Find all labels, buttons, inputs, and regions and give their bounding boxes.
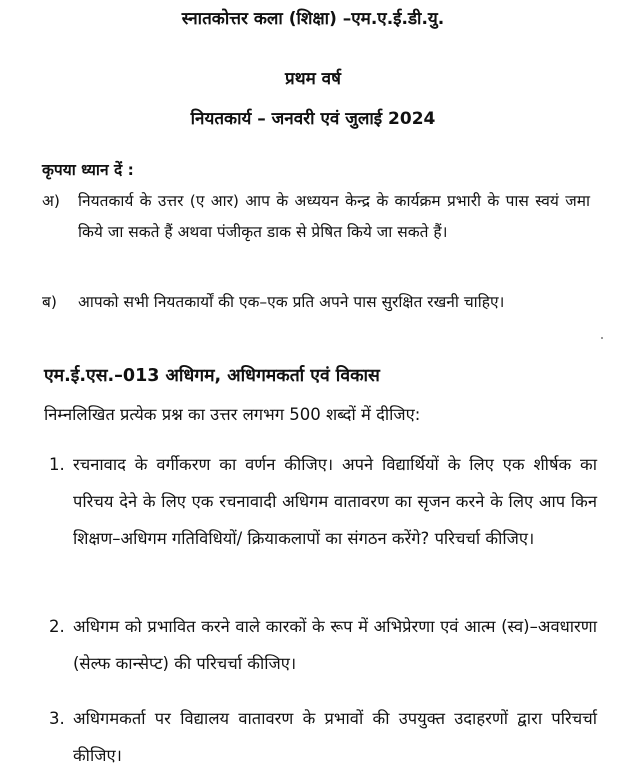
question-item [49, 700, 597, 774]
note-label: ब) [42, 293, 57, 311]
question-text: अधिगम को प्रभावित करने वाले कारकों के रूप में अभिप्रेरणा एवं आत्म (स्व)–अवधारणा (सेल्फ कान्सेप्ट) की परिचर्चा कीजिए। [73, 617, 597, 673]
note-text: आपको सभी नियतकार्यों की एक–एक प्रति अपने पास सुरक्षित रखनी चाहिए। [78, 293, 505, 311]
question-number: 2. [49, 617, 65, 636]
question-text: अधिगमकर्ता पर विद्यालय वातावरण के प्रभावों की उपयुक्त उदाहरणों द्वारा परिचर्चा कीजिए। [73, 709, 597, 765]
stray-dot [601, 337, 603, 339]
program-heading: स्नातकोत्तर कला (शिक्षा) –एम.ए.ई.डी.यु. [181, 9, 445, 29]
course-instruction: निम्नलिखित प्रत्येक प्रश्न का उत्तर लगभग 500 शब्दों में दीजिए: [44, 405, 421, 424]
note-text: नियतकार्य के उत्तर (ए आर) आप के अध्ययन केन्द्र के कार्यक्रम प्रभारी के पास स्वयं जमा किये जा सकते हैं अथवा पंजीकृत डाक से प्रेषित किये जा सकते हैं। [78, 192, 590, 241]
notes-title: कृपया ध्यान दें : [42, 161, 134, 179]
question-text: रचनावाद के वर्गीकरण का वर्णन कीजिए। अपने विद्यार्थियों के लिए एक शीर्षक का परिचय देने के लिए एक रचनावादी अधिगम वातावरण का सृजन करने के लिए आप किन शिक्षण–अधिगम गतिविधियों/ क्रियाकलापों का संगठन करेंगे? परिचर्चा कीजिए। [73, 455, 597, 548]
assignment-heading: नियतकार्य – जनवरी एवं जुलाई 2024 [190, 109, 436, 129]
course-title: एम.ई.एस.–013 अधिगम, अधिगमकर्ता एवं विकास [44, 366, 380, 386]
question-number: 3. [49, 709, 65, 728]
note-item-a [42, 186, 590, 248]
question-number: 1. [49, 455, 65, 474]
question-item [49, 446, 597, 557]
question-item [49, 608, 597, 682]
note-item-b [42, 287, 590, 318]
note-label: अ) [42, 192, 60, 210]
year-heading: प्रथम वर्ष [285, 69, 341, 89]
